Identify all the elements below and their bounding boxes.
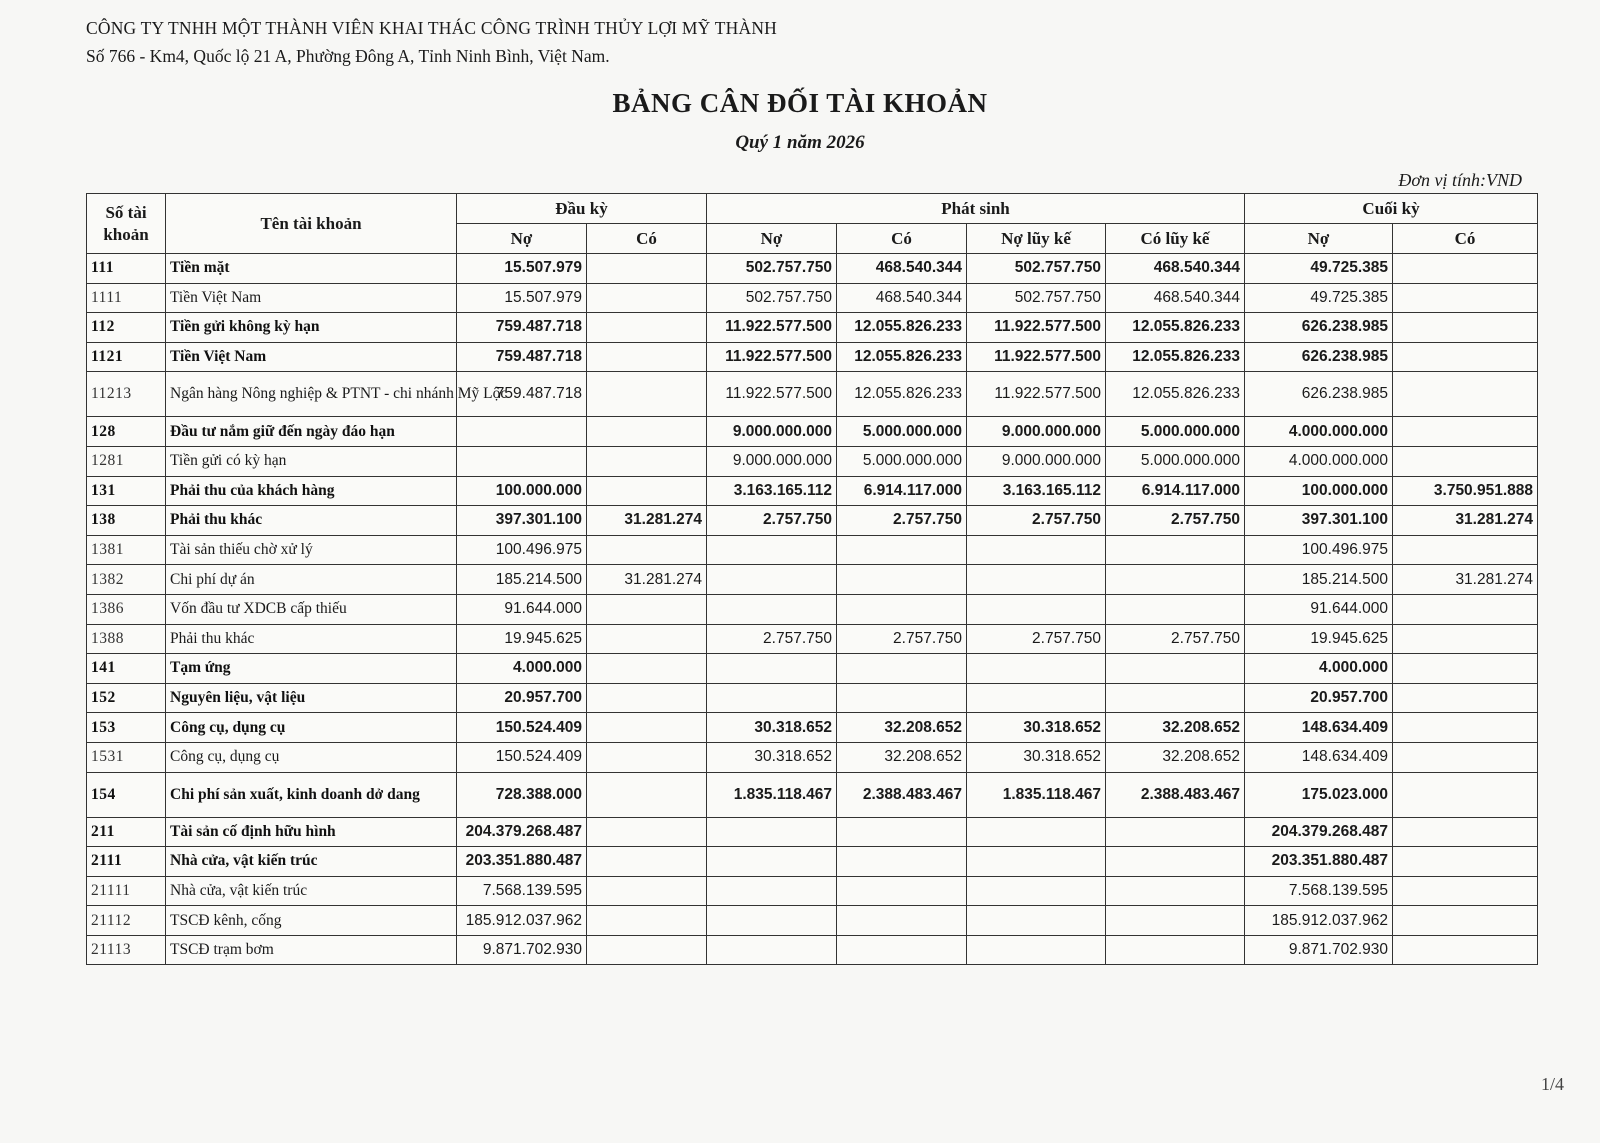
movement-debit-cell: 502.757.750: [707, 283, 837, 313]
movement-credit-cell: [837, 847, 967, 877]
account-code: 111: [87, 254, 166, 284]
table-row: [87, 772, 1538, 817]
credit-cumulative-cell: [1106, 935, 1245, 965]
credit-cumulative-cell: [1106, 683, 1245, 713]
table-row: [87, 565, 1538, 595]
movement-debit-cell: 11.922.577.500: [707, 313, 837, 343]
closing-credit-cell: [1393, 906, 1538, 936]
closing-debit-cell: 91.644.000: [1245, 594, 1393, 624]
account-name: Nhà cửa, vật kiến trúc: [166, 876, 457, 906]
credit-cumulative-cell: [1106, 594, 1245, 624]
closing-debit-cell: 49.725.385: [1245, 283, 1393, 313]
table-row: [87, 624, 1538, 654]
closing-credit-cell: [1393, 847, 1538, 877]
credit-cumulative-cell: 12.055.826.233: [1106, 313, 1245, 343]
opening-debit-cell: 203.351.880.487: [457, 847, 587, 877]
movement-credit-cell: [837, 654, 967, 684]
account-code: 2111: [87, 847, 166, 877]
account-name: Tiền Việt Nam: [166, 283, 457, 313]
opening-credit-cell: [587, 935, 707, 965]
closing-debit-cell: 626.238.985: [1245, 313, 1393, 343]
table-row: [87, 935, 1538, 965]
closing-debit-cell: 148.634.409: [1245, 713, 1393, 743]
movement-credit-cell: 12.055.826.233: [837, 342, 967, 372]
table-row: [87, 594, 1538, 624]
account-name: TSCĐ trạm bơm: [166, 935, 457, 965]
movement-credit-cell: [837, 906, 967, 936]
closing-credit-cell: [1393, 935, 1538, 965]
account-code: 1281: [87, 446, 166, 476]
debit-cumulative-cell: 2.757.750: [967, 506, 1106, 536]
table-row: [87, 283, 1538, 313]
opening-debit-cell: 759.487.718: [457, 313, 587, 343]
debit-cumulative-cell: 30.318.652: [967, 713, 1106, 743]
account-name: Chi phí dự án: [166, 565, 457, 595]
movement-debit-cell: [707, 876, 837, 906]
table-row: [87, 847, 1538, 877]
closing-debit-cell: 19.945.625: [1245, 624, 1393, 654]
opening-debit-cell: 15.507.979: [457, 254, 587, 284]
opening-debit-cell: 204.379.268.487: [457, 817, 587, 847]
movement-credit-cell: 12.055.826.233: [837, 372, 967, 417]
movement-debit-cell: [707, 935, 837, 965]
header-credit-cumulative: Có lũy kế: [1106, 224, 1245, 254]
debit-cumulative-cell: 11.922.577.500: [967, 342, 1106, 372]
debit-cumulative-cell: [967, 683, 1106, 713]
closing-debit-cell: 203.351.880.487: [1245, 847, 1393, 877]
account-code: 138: [87, 506, 166, 536]
company-name: CÔNG TY TNHH MỘT THÀNH VIÊN KHAI THÁC CÔNG TRÌNH THỦY LỢI MỸ THÀNH: [86, 18, 778, 38]
closing-credit-cell: [1393, 713, 1538, 743]
table-row: [87, 506, 1538, 536]
debit-cumulative-cell: [967, 817, 1106, 847]
table-row: [87, 683, 1538, 713]
opening-credit-cell: [587, 342, 707, 372]
opening-debit-cell: 759.487.718: [457, 372, 587, 417]
movement-debit-cell: 30.318.652: [707, 713, 837, 743]
header-movement-debit: Nợ: [707, 224, 837, 254]
debit-cumulative-cell: 1.835.118.467: [967, 772, 1106, 817]
opening-debit-cell: 9.871.702.930: [457, 935, 587, 965]
account-name: Công cụ, dụng cụ: [166, 713, 457, 743]
header-movement-credit: Có: [837, 224, 967, 254]
account-name: Nguyên liệu, vật liệu: [166, 683, 457, 713]
opening-credit-cell: [587, 742, 707, 772]
opening-debit-cell: 19.945.625: [457, 624, 587, 654]
opening-debit-cell: 185.214.500: [457, 565, 587, 595]
credit-cumulative-cell: 12.055.826.233: [1106, 342, 1245, 372]
currency-unit: Đơn vị tính:VND: [1398, 170, 1522, 190]
movement-debit-cell: 11.922.577.500: [707, 342, 837, 372]
closing-debit-cell: 4.000.000: [1245, 654, 1393, 684]
table-row: [87, 372, 1538, 417]
movement-debit-cell: 30.318.652: [707, 742, 837, 772]
table-row: [87, 876, 1538, 906]
header-opening: Đầu kỳ: [457, 194, 707, 224]
credit-cumulative-cell: 2.757.750: [1106, 624, 1245, 654]
header-closing-credit: Có: [1393, 224, 1538, 254]
opening-credit-cell: [587, 624, 707, 654]
table-row: [87, 254, 1538, 284]
movement-debit-cell: [707, 683, 837, 713]
page-title: BẢNG CÂN ĐỐI TÀI KHOẢN: [612, 88, 988, 118]
opening-credit-cell: [587, 683, 707, 713]
movement-debit-cell: 3.163.165.112: [707, 476, 837, 506]
closing-credit-cell: [1393, 372, 1538, 417]
credit-cumulative-cell: 468.540.344: [1106, 283, 1245, 313]
movement-credit-cell: [837, 535, 967, 565]
opening-credit-cell: [587, 876, 707, 906]
account-code: 1121: [87, 342, 166, 372]
account-name: Vốn đầu tư XDCB cấp thiếu: [166, 594, 457, 624]
closing-credit-cell: [1393, 624, 1538, 654]
opening-credit-cell: [587, 283, 707, 313]
opening-credit-cell: [587, 594, 707, 624]
account-name: Phải thu khác: [166, 624, 457, 654]
movement-debit-cell: [707, 817, 837, 847]
closing-debit-cell: 204.379.268.487: [1245, 817, 1393, 847]
credit-cumulative-cell: [1106, 876, 1245, 906]
opening-debit-cell: 91.644.000: [457, 594, 587, 624]
movement-credit-cell: 468.540.344: [837, 254, 967, 284]
movement-credit-cell: [837, 935, 967, 965]
table-row: [87, 417, 1538, 447]
movement-debit-cell: 11.922.577.500: [707, 372, 837, 417]
credit-cumulative-cell: [1106, 535, 1245, 565]
opening-debit-cell: 150.524.409: [457, 713, 587, 743]
table-row: [87, 654, 1538, 684]
debit-cumulative-cell: 9.000.000.000: [967, 446, 1106, 476]
table-row: [87, 313, 1538, 343]
account-name: Tài sản thiếu chờ xử lý: [166, 535, 457, 565]
opening-credit-cell: [587, 713, 707, 743]
account-code: 11213: [87, 372, 166, 417]
account-code: 131: [87, 476, 166, 506]
credit-cumulative-cell: 32.208.652: [1106, 742, 1245, 772]
closing-credit-cell: [1393, 772, 1538, 817]
closing-credit-cell: [1393, 417, 1538, 447]
table-row: [87, 535, 1538, 565]
movement-debit-cell: [707, 535, 837, 565]
account-name: Tiền gửi không kỳ hạn: [166, 313, 457, 343]
account-code: 1531: [87, 742, 166, 772]
movement-credit-cell: 32.208.652: [837, 742, 967, 772]
opening-credit-cell: [587, 417, 707, 447]
account-code: 152: [87, 683, 166, 713]
table-row: [87, 476, 1538, 506]
debit-cumulative-cell: [967, 594, 1106, 624]
movement-credit-cell: [837, 683, 967, 713]
debit-cumulative-cell: [967, 654, 1106, 684]
opening-credit-cell: 31.281.274: [587, 565, 707, 595]
debit-cumulative-cell: [967, 876, 1106, 906]
closing-debit-cell: 7.568.139.595: [1245, 876, 1393, 906]
closing-credit-cell: 31.281.274: [1393, 506, 1538, 536]
header-opening-credit: Có: [587, 224, 707, 254]
closing-debit-cell: 175.023.000: [1245, 772, 1393, 817]
movement-credit-cell: [837, 594, 967, 624]
closing-debit-cell: 9.871.702.930: [1245, 935, 1393, 965]
opening-credit-cell: [587, 313, 707, 343]
opening-debit-cell: 759.487.718: [457, 342, 587, 372]
movement-debit-cell: [707, 847, 837, 877]
opening-credit-cell: [587, 847, 707, 877]
closing-credit-cell: [1393, 313, 1538, 343]
account-name: Chi phí sản xuất, kinh doanh dở dang: [166, 772, 457, 817]
opening-credit-cell: [587, 446, 707, 476]
movement-credit-cell: 32.208.652: [837, 713, 967, 743]
account-code: 141: [87, 654, 166, 684]
credit-cumulative-cell: 2.757.750: [1106, 506, 1245, 536]
closing-credit-cell: [1393, 254, 1538, 284]
closing-credit-cell: [1393, 654, 1538, 684]
account-code: 21111: [87, 876, 166, 906]
header-account-name: Tên tài khoản: [166, 194, 457, 254]
closing-debit-cell: 100.496.975: [1245, 535, 1393, 565]
debit-cumulative-cell: 2.757.750: [967, 624, 1106, 654]
credit-cumulative-cell: 6.914.117.000: [1106, 476, 1245, 506]
account-name: Tạm ứng: [166, 654, 457, 684]
movement-credit-cell: 6.914.117.000: [837, 476, 967, 506]
account-code: 1382: [87, 565, 166, 595]
credit-cumulative-cell: 2.388.483.467: [1106, 772, 1245, 817]
opening-debit-cell: 100.000.000: [457, 476, 587, 506]
credit-cumulative-cell: 468.540.344: [1106, 254, 1245, 284]
closing-credit-cell: [1393, 342, 1538, 372]
opening-credit-cell: [587, 772, 707, 817]
account-name: Công cụ, dụng cụ: [166, 742, 457, 772]
opening-credit-cell: [587, 372, 707, 417]
movement-debit-cell: [707, 654, 837, 684]
credit-cumulative-cell: [1106, 565, 1245, 595]
opening-debit-cell: 15.507.979: [457, 283, 587, 313]
account-code: 21112: [87, 906, 166, 936]
opening-credit-cell: [587, 535, 707, 565]
header-closing-debit: Nợ: [1245, 224, 1393, 254]
trial-balance-table: [86, 193, 1538, 965]
account-code: 1381: [87, 535, 166, 565]
credit-cumulative-cell: 5.000.000.000: [1106, 417, 1245, 447]
debit-cumulative-cell: 3.163.165.112: [967, 476, 1106, 506]
closing-debit-cell: 185.912.037.962: [1245, 906, 1393, 936]
table-body: [87, 254, 1538, 965]
closing-credit-cell: 31.281.274: [1393, 565, 1538, 595]
account-code: 154: [87, 772, 166, 817]
closing-credit-cell: [1393, 817, 1538, 847]
opening-credit-cell: [587, 476, 707, 506]
account-name: Tiền mặt: [166, 254, 457, 284]
debit-cumulative-cell: 9.000.000.000: [967, 417, 1106, 447]
movement-debit-cell: [707, 594, 837, 624]
movement-credit-cell: 5.000.000.000: [837, 417, 967, 447]
movement-debit-cell: [707, 565, 837, 595]
opening-debit-cell: [457, 446, 587, 476]
table-row: [87, 446, 1538, 476]
credit-cumulative-cell: 5.000.000.000: [1106, 446, 1245, 476]
opening-credit-cell: [587, 817, 707, 847]
debit-cumulative-cell: [967, 935, 1106, 965]
movement-credit-cell: 468.540.344: [837, 283, 967, 313]
account-code: 128: [87, 417, 166, 447]
closing-debit-cell: 100.000.000: [1245, 476, 1393, 506]
account-name: Nhà cửa, vật kiến trúc: [166, 847, 457, 877]
account-code: 21113: [87, 935, 166, 965]
account-name: Tài sản cố định hữu hình: [166, 817, 457, 847]
movement-credit-cell: 2.757.750: [837, 506, 967, 536]
account-name: Đầu tư nắm giữ đến ngày đáo hạn: [166, 417, 457, 447]
closing-credit-cell: [1393, 683, 1538, 713]
closing-credit-cell: [1393, 535, 1538, 565]
opening-debit-cell: 728.388.000: [457, 772, 587, 817]
movement-credit-cell: 5.000.000.000: [837, 446, 967, 476]
movement-debit-cell: 9.000.000.000: [707, 446, 837, 476]
credit-cumulative-cell: [1106, 817, 1245, 847]
credit-cumulative-cell: 12.055.826.233: [1106, 372, 1245, 417]
header-closing: Cuối kỳ: [1245, 194, 1538, 224]
closing-credit-cell: [1393, 742, 1538, 772]
closing-credit-cell: 3.750.951.888: [1393, 476, 1538, 506]
opening-credit-cell: [587, 254, 707, 284]
opening-debit-cell: 7.568.139.595: [457, 876, 587, 906]
page-number: 1/4: [1540, 1074, 1564, 1094]
opening-credit-cell: [587, 654, 707, 684]
debit-cumulative-cell: 502.757.750: [967, 283, 1106, 313]
closing-credit-cell: [1393, 876, 1538, 906]
account-name: Ngân hàng Nông nghiệp & PTNT - chi nhánh Mỹ Lộc: [166, 372, 457, 417]
movement-debit-cell: 2.757.750: [707, 506, 837, 536]
debit-cumulative-cell: [967, 565, 1106, 595]
opening-debit-cell: [457, 417, 587, 447]
debit-cumulative-cell: [967, 847, 1106, 877]
closing-credit-cell: [1393, 446, 1538, 476]
table-row: [87, 906, 1538, 936]
table-row: [87, 713, 1538, 743]
header-movement: Phát sinh: [707, 194, 1245, 224]
closing-debit-cell: 4.000.000.000: [1245, 417, 1393, 447]
credit-cumulative-cell: [1106, 847, 1245, 877]
account-code: 1388: [87, 624, 166, 654]
account-name: Phải thu khác: [166, 506, 457, 536]
account-name: Phải thu của khách hàng: [166, 476, 457, 506]
movement-credit-cell: 2.757.750: [837, 624, 967, 654]
debit-cumulative-cell: 11.922.577.500: [967, 313, 1106, 343]
closing-debit-cell: 397.301.100: [1245, 506, 1393, 536]
opening-debit-cell: 150.524.409: [457, 742, 587, 772]
opening-credit-cell: 31.281.274: [587, 506, 707, 536]
closing-debit-cell: 185.214.500: [1245, 565, 1393, 595]
account-code: 1111: [87, 283, 166, 313]
closing-credit-cell: [1393, 594, 1538, 624]
closing-credit-cell: [1393, 283, 1538, 313]
movement-credit-cell: [837, 876, 967, 906]
credit-cumulative-cell: [1106, 654, 1245, 684]
table-row: [87, 342, 1538, 372]
opening-debit-cell: 4.000.000: [457, 654, 587, 684]
table-row: [87, 742, 1538, 772]
table-row: [87, 817, 1538, 847]
closing-debit-cell: 4.000.000.000: [1245, 446, 1393, 476]
movement-credit-cell: 2.388.483.467: [837, 772, 967, 817]
account-code: 1386: [87, 594, 166, 624]
debit-cumulative-cell: [967, 535, 1106, 565]
account-code: 112: [87, 313, 166, 343]
movement-credit-cell: [837, 817, 967, 847]
opening-debit-cell: 100.496.975: [457, 535, 587, 565]
movement-debit-cell: 502.757.750: [707, 254, 837, 284]
closing-debit-cell: 626.238.985: [1245, 372, 1393, 417]
report-period: Quý 1 năm 2026: [735, 132, 865, 153]
header-debit-cumulative: Nợ lũy kế: [967, 224, 1106, 254]
movement-debit-cell: [707, 906, 837, 936]
account-name: Tiền Việt Nam: [166, 342, 457, 372]
account-name: TSCĐ kênh, cống: [166, 906, 457, 936]
movement-credit-cell: [837, 565, 967, 595]
movement-debit-cell: 1.835.118.467: [707, 772, 837, 817]
debit-cumulative-cell: 30.318.652: [967, 742, 1106, 772]
opening-debit-cell: 20.957.700: [457, 683, 587, 713]
account-code: 211: [87, 817, 166, 847]
opening-credit-cell: [587, 906, 707, 936]
credit-cumulative-cell: 32.208.652: [1106, 713, 1245, 743]
header-opening-debit: Nợ: [457, 224, 587, 254]
movement-debit-cell: 2.757.750: [707, 624, 837, 654]
movement-credit-cell: 12.055.826.233: [837, 313, 967, 343]
account-code: 153: [87, 713, 166, 743]
closing-debit-cell: 626.238.985: [1245, 342, 1393, 372]
credit-cumulative-cell: [1106, 906, 1245, 936]
closing-debit-cell: 148.634.409: [1245, 742, 1393, 772]
closing-debit-cell: 49.725.385: [1245, 254, 1393, 284]
header-account-code: Số tài khoản: [87, 194, 166, 254]
debit-cumulative-cell: [967, 906, 1106, 936]
movement-debit-cell: 9.000.000.000: [707, 417, 837, 447]
company-address: Số 766 - Km4, Quốc lộ 21 A, Phường Đông A, Tỉnh Ninh Bình, Việt Nam.: [86, 46, 610, 66]
debit-cumulative-cell: 502.757.750: [967, 254, 1106, 284]
closing-debit-cell: 20.957.700: [1245, 683, 1393, 713]
opening-debit-cell: 397.301.100: [457, 506, 587, 536]
opening-debit-cell: 185.912.037.962: [457, 906, 587, 936]
account-name: Tiền gửi có kỳ hạn: [166, 446, 457, 476]
debit-cumulative-cell: 11.922.577.500: [967, 372, 1106, 417]
